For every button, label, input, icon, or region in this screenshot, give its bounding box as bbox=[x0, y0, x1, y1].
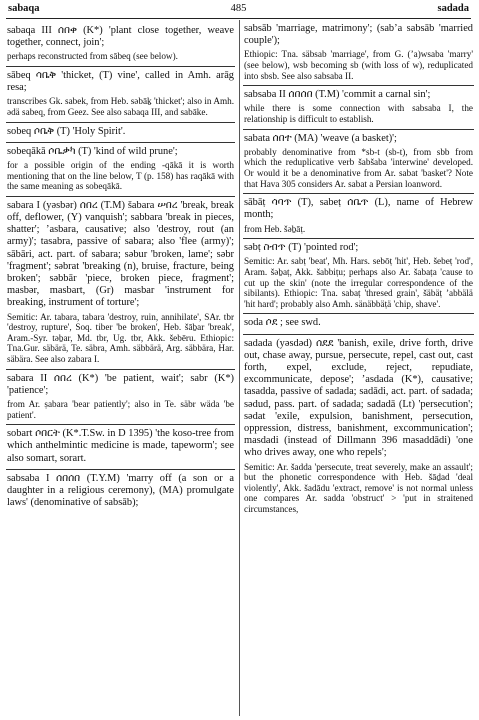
entry-definition: sabara I (yəsbər) ሰበረ (T.M) šabara ሠበረ 'break, break off, deflower, (Y) vanquish'; sabbara 'break in pieces, shatter'; ʼasbara, causative; also 'destroy, rout (an army)'; tasabra, passive of sabara; also 'flee (army)'; sābāri, act. part. of sabara; səbur 'broken, lame'; səbr 'fragment'; səbrat 'breaking (n), bruise, fracture, being broken'; səbbār 'piece, broken piece, fragment'; masbər, masbart, (Gr) masbar 'instrument for breaking, instrument of torture'; bbox=[7, 199, 234, 309]
entry-etymology-note: Semitic: Ar. sabṭ 'beat', Mh. Hars. sebōṭ 'hit', Heb. šebeṭ 'rod', Aram. šəḇaṭ, Akk. šabbiṭu; perhaps also Ar. šabaṭa 'cause to cut up the skin' (note the irregular correspondence of the sibilants). Ethiopic: Tna. sabaṭ 'thresed grain', šäbäṭ ʼabbälä 'hit hard'; probably also Amh. sänäbbäṭä 'chip, shave'. bbox=[244, 256, 473, 309]
entry-etymology-note: while there is some connection with sabsaba I, the relationship is difficult to establish. bbox=[244, 103, 473, 124]
left-column bbox=[6, 22, 235, 718]
dictionary-entry bbox=[243, 239, 474, 314]
entry-etymology-note: transcribes Gk. sabek, from Heb. səbāḵ 'thicket'; also in Amh. ədä sabeq, from Geez. See also sabaqa III, and sabāke. bbox=[7, 96, 234, 117]
entry-etymology-note: probably denominative from *sb-t (sb-t), from sbb from which the reduplicative verb šabšaba 'interwine' developed. Or would it be a denominative from Ar. sabat 'basket'? Note that Hava 305 considers Ar. sabat a Persian loanword. bbox=[244, 146, 473, 189]
entry-etymology-note: for a possible origin of the ending -qākā it is worth mentioning that on the line below, T (p. 158) has raqākā with the same meaning as sobeqākā. bbox=[7, 160, 234, 192]
header-rule bbox=[6, 18, 471, 19]
dictionary-entry bbox=[6, 197, 235, 370]
entry-etymology-note: from Ar. ṣabara 'bear patiently'; also in Te. säbr wäda 'be patient'. bbox=[7, 398, 234, 420]
entry-etymology-note: Semitic: Ar. tabara, tabara 'destroy, ruin, annihilate', SAr. tbr 'destroy, rupture', Soq. tiber 'be broken', Heb. šāḇar 'break', Aram.-Syr. təḇar, Md. tbr, Ug. tbr, Akk. šebēru. Ethiopic: Tna.Gur. säbärä, Te. säbra, Amh. säbbärä, Arg. säbbära, Har. säbära. See also zabara I. bbox=[7, 311, 234, 364]
dictionary-entry bbox=[6, 22, 235, 67]
entry-etymology-note: perhaps reconstructed from sābeq (see below). bbox=[7, 51, 178, 62]
entry-definition: sobeq ሶቤቅ (T) 'Holy Spirit'. bbox=[7, 125, 126, 137]
header-last-headword: sadada bbox=[437, 3, 469, 14]
dictionary-entry bbox=[243, 86, 474, 129]
dictionary-entry bbox=[243, 22, 474, 86]
entry-definition: sobart ሶበርት (K*.T.Sw. in D 1395) 'the koso-tree from which anthelmintic medicine is made, tapeworm'; see also somart, sorart. bbox=[7, 428, 234, 464]
right-column bbox=[243, 22, 474, 718]
entry-etymology-note: Semitic: Ar. šadda 'persecute, treat severely, make an assault'; but the phonetic correspondence with Heb. šāḏad 'deal violently', Akk. šadādu 'extract, remove' is not normal unless one compares Ar. sadda 'obstruct' > 'put in straitened circumstances, bbox=[244, 461, 473, 514]
entry-definition: sabsaba I ሰበሰበ (T.Y.M) 'marry off (a son or a daughter in a religious ceremony), (MA) promulgate laws' (denominative of sabsāb); bbox=[7, 472, 234, 509]
entry-definition: sobeqākā ሶቤቃካ (T) 'kind of wild prune'; bbox=[7, 145, 178, 157]
entry-definition: sabsaba II ሰበሰበ (T.M) 'commit a carnal sin'; bbox=[244, 89, 431, 101]
running-head bbox=[8, 3, 469, 17]
dictionary-entry bbox=[6, 425, 235, 470]
column-divider bbox=[239, 20, 240, 716]
entry-definition: soda ሶደ ; see swd. bbox=[244, 317, 321, 329]
dictionary-entry bbox=[6, 123, 235, 143]
dictionary-entry bbox=[6, 67, 235, 123]
dictionary-entry bbox=[243, 194, 474, 239]
entry-etymology-note: from Heb. šəḇāṭ. bbox=[244, 223, 306, 234]
entry-definition: səbṭ ስብጥ (T) 'pointed rod'; bbox=[244, 242, 359, 254]
entry-definition: sabaqa III ሰበቀ (K*) 'plant close together, weave together, connect, join'; bbox=[7, 25, 234, 49]
header-first-headword: sabaqa bbox=[8, 3, 40, 14]
entry-definition: sabsāb 'marriage, matrimony'; (sabʼa sabsāb 'married couple'); bbox=[244, 23, 473, 47]
entry-definition: sābāṭ ሳባጥ (T), sabeṭ ሰቤጥ (L), name of Hebrew month; bbox=[244, 197, 473, 221]
dictionary-entry bbox=[243, 335, 474, 519]
dictionary-entry bbox=[243, 130, 474, 195]
entry-etymology-note: Ethiopic: Tna. säbsab 'marriage', from G. (ʼa)wsaba 'marry' (see below), wsb becoming sb (with loss of w), reduplicated into sbsb. See also sabsaba II. bbox=[244, 49, 473, 81]
entry-definition: sābeq ሳቤቅ 'thicket, (T) vine', called in Amh. arāg resa; bbox=[7, 70, 234, 94]
entry-definition: sadada (yəsdəd) ሰደደ 'banish, exile, drive forth, drive out, chase away, pursue, persecute, repel, cast out, cast forth, expel, exclude, reject, repudiate, excommunicate, depose'; ʼasdada (K*), causative; tasadda, passive of sadada; sadādi, act. part. of sadada; sədud, pass. part. of sadada; sadadā (Lt) 'persecution'; sədat 'exile, expulsion, banishment, persecution, oppression, distress, banishment, excommunication'; masdadi (instead of Dillmann 396 masaddādi) 'one who drives away, one who repels'; bbox=[244, 337, 473, 459]
dictionary-entry bbox=[6, 143, 235, 197]
dictionary-entry bbox=[6, 470, 235, 514]
dictionary-entry bbox=[243, 314, 474, 334]
entry-definition: sabara II ሰበረ (K*) 'be patient, wait'; sabr (K*) 'patience'; bbox=[7, 372, 234, 396]
page-number: 485 bbox=[230, 3, 247, 14]
dictionary-entry bbox=[6, 370, 235, 426]
entry-definition: sabata ሰበተ (MA) 'weave (a basket)'; bbox=[244, 132, 397, 144]
